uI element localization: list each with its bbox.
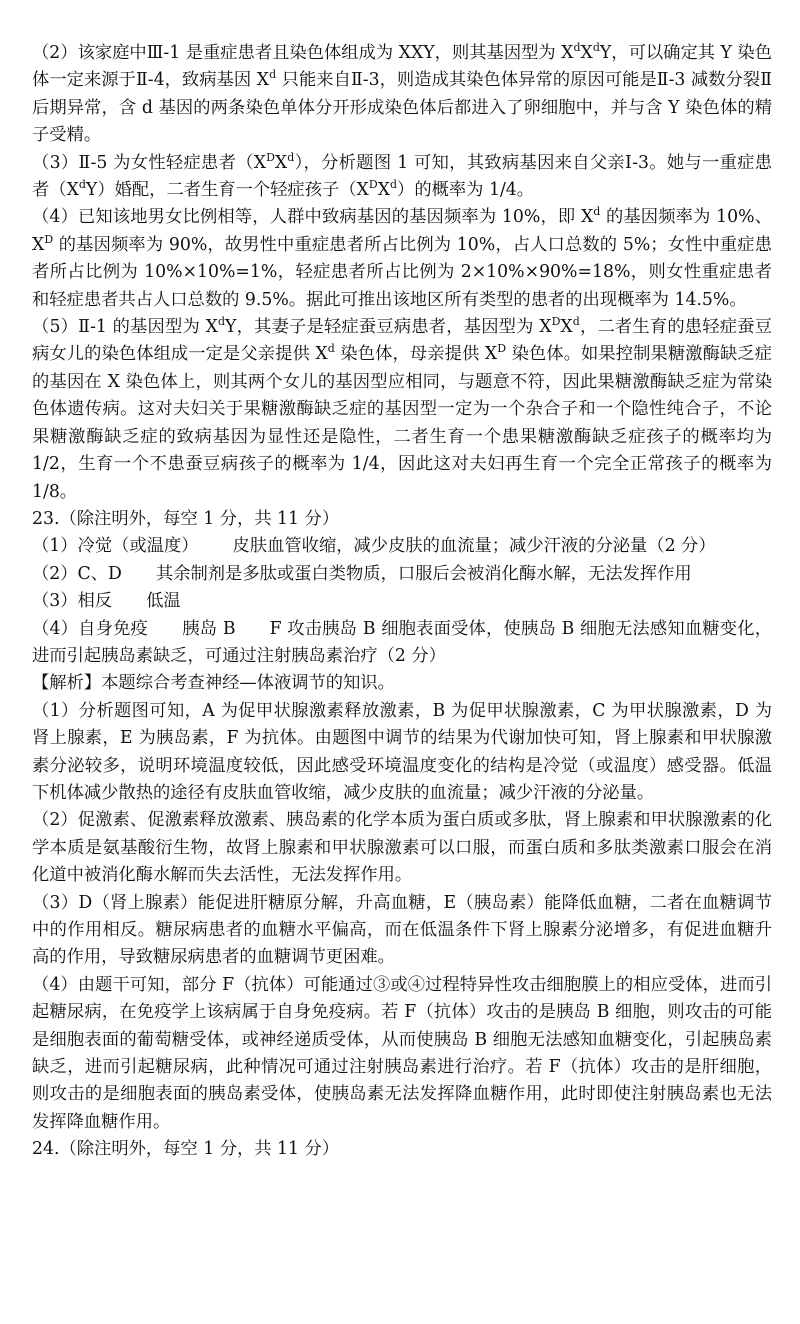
paragraph-q24 xyxy=(32,1136,772,1163)
text-run: （3）相反 xyxy=(32,591,113,612)
superscript: d xyxy=(78,178,86,192)
superscript: d xyxy=(390,178,398,192)
paragraph-jx4 xyxy=(32,972,772,1136)
paragraph-p2 xyxy=(32,40,772,150)
text-run: （2）促激素、促激素释放激素、胰岛素的化学本质为蛋白质或多肽，肾上腺素和甲状腺激素的化学本质是氨基酸衍生物，故肾上腺素和甲状腺激素可以口服，而蛋白质和多肽类激素口服会在消化道中被消化酶水解而失去活性，无法发挥作用。 xyxy=(32,810,772,886)
superscript: d xyxy=(269,68,277,82)
text-run: （4）由题干可知，部分 F（抗体）可能通过③或④过程特异性攻击细胞膜上的相应受体，进而引起糖尿病，在免疫学上该病属于自身免疫病。若 F（抗体）攻击的是胰岛 B 细胞，则攻击的可能是细胞表面的葡萄糖受体，或神经递质受体，从而使胰岛 B 细胞无法感知血糖变化，引起胰岛素缺乏，进而引起糖尿病，此种情况可通过注射胰岛素进行治疗。若 F（抗体）攻击的是肝细胞，则攻击的是细胞表面的胰岛素受体，使胰岛素无法发挥降血糖作用，此时即使注射胰岛素也无法发挥降血糖作用。 xyxy=(32,974,772,1132)
superscript: d xyxy=(573,41,581,55)
paragraph-p3 xyxy=(32,150,772,205)
text-run: 的基因频率为 90%，故男性中重症患者所占比例为 10%，占人口总数的 5%；女性中重症患者所占比例为 10%×10%=1%，轻症患者所占比例为 2×10%×90%=18%，则女性重症患者和轻症患者共占人口总数的 9.5%。据此可推出该地区所有类型的患者的出现概率为 14.5%。 xyxy=(32,234,772,310)
superscript: d xyxy=(592,41,600,55)
text-run: F 攻击胰岛 B 细胞表面受体，使胰岛 B 细胞无法感知血糖变化，进而引起胰岛素缺乏，可通过注射胰岛素治疗（2 分） xyxy=(32,618,773,666)
text-run: 的基因频率为 10%、X xyxy=(32,207,772,255)
superscript: d xyxy=(287,150,295,164)
text-run: 染色体。如果控制果糖激酶缺乏症的基因在 X 染色体上，则其两个女儿的基因型应相同，与题意不符，因此果糖激酶缺乏症为常染色体遗传病。这对夫妇关于果糖激酶缺乏症的基因型一定为一个杂合子和一个隐性纯合子，不论果糖激酶缺乏症的致病基因为显性还是隐性，二者生育一个患果糖激酶缺乏症孩子的概率均为 1/2，生育一个不患蚕豆病孩子的概率为 1/4，因此这对夫妇再生育一个完全正常孩子的概率为 1/8。 xyxy=(32,344,773,502)
text-run: 低温 xyxy=(146,591,181,612)
text-run: （2）该家庭中Ⅲ-1 是重症患者且染色体组成为 XXY，则其基因型为 X xyxy=(32,43,574,63)
superscript: D xyxy=(44,233,54,247)
superscript: D xyxy=(497,342,507,356)
paragraph-jx2 xyxy=(32,807,772,889)
text-run: （5）Ⅱ-1 的基因型为 X xyxy=(32,317,218,338)
text-run: 【解析】本题综合考查神经—体液调节的知识。 xyxy=(32,673,395,694)
paragraph-jx1 xyxy=(32,698,772,808)
text-run: ，二者生育的患轻症蚕豆病女儿的染色体组成一定是父亲提供 X xyxy=(32,317,772,365)
text-run: （4）已知该地男女比例相等，人群中致病基因的基因频率为 10%，即 X xyxy=(32,207,594,228)
paragraph-jx xyxy=(32,670,772,697)
paragraph-p5 xyxy=(32,314,772,506)
text-run: （3）Ⅱ-5 为女性轻症患者（X xyxy=(32,152,267,173)
paragraph-a23-2 xyxy=(32,561,772,588)
paragraph-q23 xyxy=(32,506,772,533)
paragraph-a23-3 xyxy=(32,588,772,615)
paragraph-a23-4 xyxy=(32,616,772,671)
text-run: （3）D（肾上腺素）能促进肝糖原分解，升高血糖，E（胰岛素）能降低血糖，二者在血糖调节中的作用相反。糖尿病患者的血糖水平偏高，而在低温条件下肾上腺素分泌增多，有促进血糖升高的作用，导致糖尿病患者的血糖调节更困难。 xyxy=(32,892,772,968)
text-run: X xyxy=(274,152,288,173)
text-run: Y，可以确定其 Y 染色体一定来源于Ⅱ-4，致病基因 X xyxy=(32,43,772,91)
text-run: （1）分析题图可知，A 为促甲状腺激素释放激素，B 为促甲状腺激素，C 为甲状腺激素，D 为肾上腺素，E 为胰岛素，F 为抗体。由题图中调节的结果为代谢加快可知，肾上腺素和甲状腺激素分泌较多，说明环境温度较低，因此感受环境温度变化的结构是冷觉（或温度）感受器。低温下机体减少散热的途径有皮肤血管收缩，减少皮肤的血流量；减少汗液的分泌量。 xyxy=(32,700,773,803)
text-run: ）的概率为 1/4。 xyxy=(397,180,535,201)
text-run: 皮肤血管收缩，减少皮肤的血流量；减少汗液的分泌量（2 分） xyxy=(232,536,716,557)
superscript: d xyxy=(572,315,580,329)
superscript: D xyxy=(266,150,275,164)
superscript: d xyxy=(593,205,601,219)
text-run: 23.（除注明外，每空 1 分，共 11 分） xyxy=(32,508,340,529)
text-run: 其余制剂是多肽或蛋白类物质，口服后会被消化酶水解，无法发挥作用 xyxy=(155,563,692,584)
text-run: 染色体，母亲提供 X xyxy=(334,344,498,365)
text-run: X xyxy=(377,180,390,201)
text-run: X xyxy=(560,317,573,338)
text-run: （4）自身免疫 xyxy=(32,618,149,639)
paragraph-jx3 xyxy=(32,890,772,972)
superscript: D xyxy=(368,178,378,192)
text-run: ），分析题图 1 可知，其致病基因来自父亲Ⅰ-3。她与一重症患者（X xyxy=(32,152,773,201)
text-run: 胰岛 B xyxy=(182,618,236,639)
paragraph-p4 xyxy=(32,204,772,314)
text-run: （1）冷觉（或温度） xyxy=(32,536,199,557)
text-run: X xyxy=(580,43,593,63)
superscript: D xyxy=(551,315,561,329)
text-run: 24.（除注明外，每空 1 分，共 11 分） xyxy=(32,1139,340,1160)
text-run: Y）婚配，二者生育一个轻症孩子（X xyxy=(85,180,369,201)
superscript: d xyxy=(217,315,225,329)
text-run: Y，其妻子是轻症蚕豆病患者，基因型为 X xyxy=(224,317,552,338)
superscript: d xyxy=(327,342,335,356)
text-run: （2）C、D xyxy=(32,563,122,584)
paragraph-a23-1 xyxy=(32,533,772,560)
text-run: 只能来自Ⅱ-3，则造成其染色体异常的原因可能是Ⅱ-3 减数分裂Ⅱ后期异常，含 d 基因的两条染色单体分开形成染色体后都进入了卵细胞中，并与含 Y 染色体的精子受精。 xyxy=(32,70,772,146)
